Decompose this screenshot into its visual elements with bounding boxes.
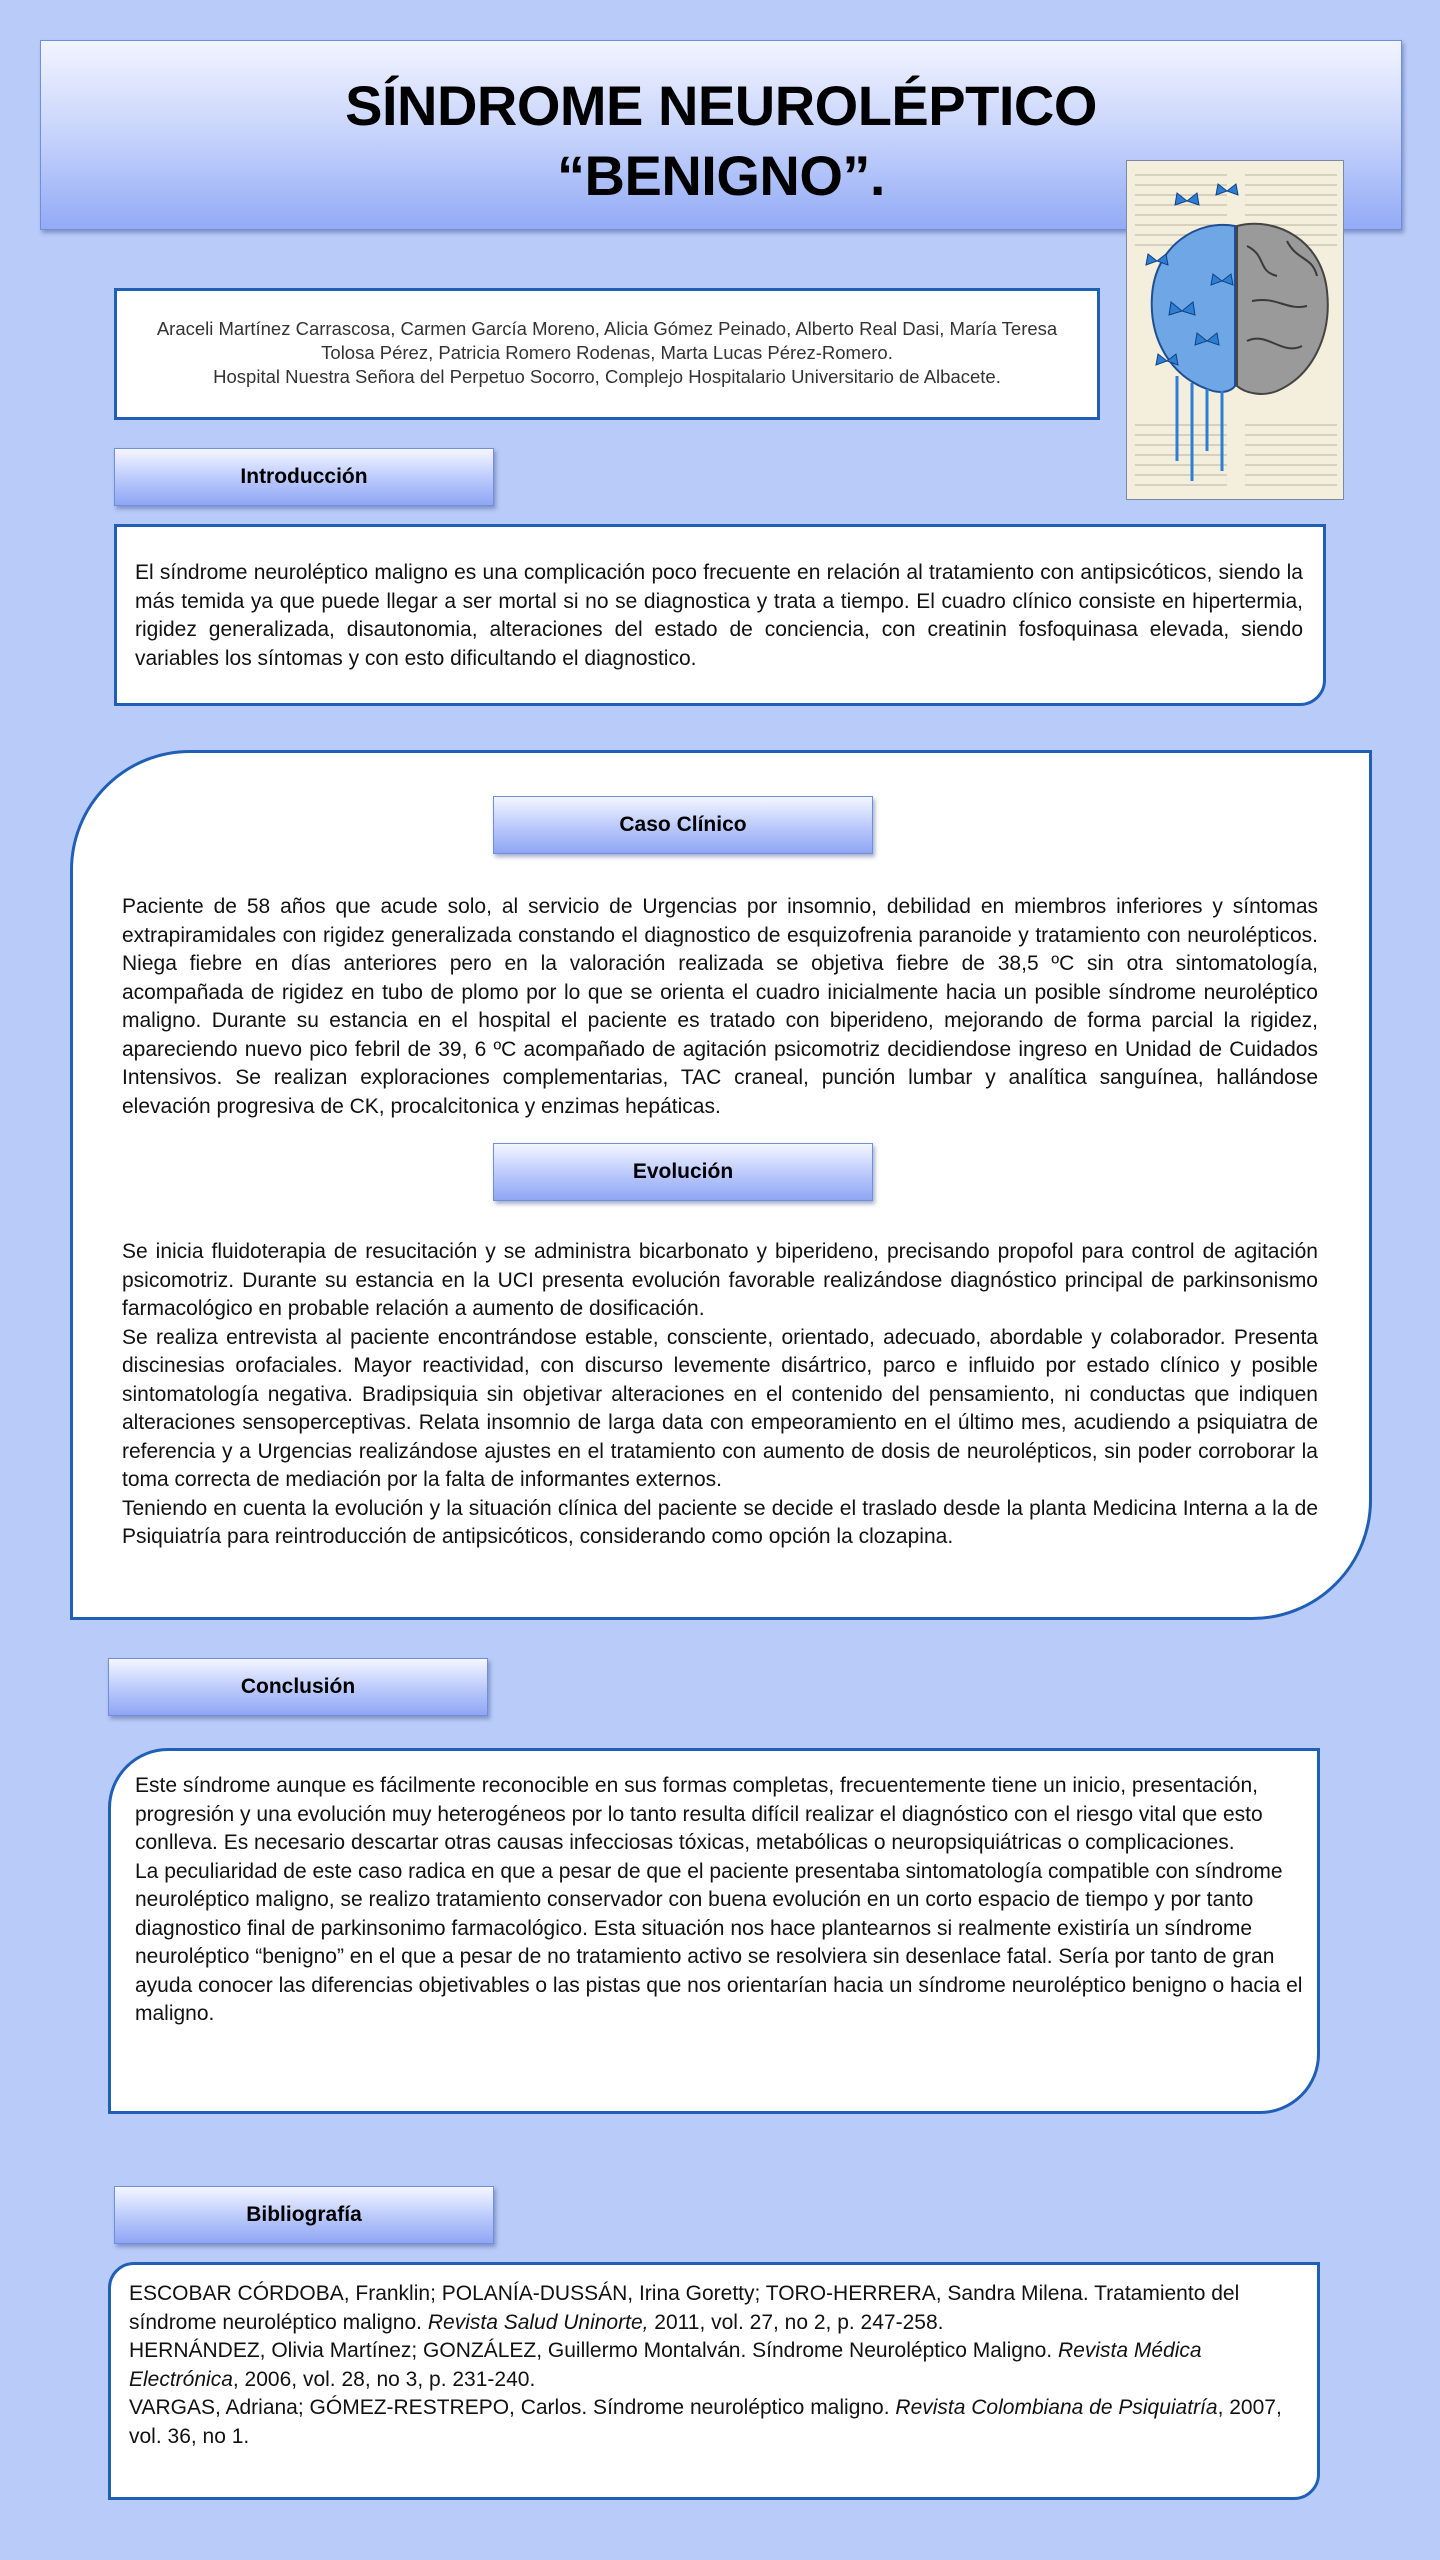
brain-butterflies-illustration <box>1126 160 1344 500</box>
conclusion-text <box>135 1772 1307 2029</box>
bibliografia-box <box>108 2262 1320 2500</box>
caso-clinico-text: Paciente de 58 años que acude solo, al servicio de Urgencias por insomnio, debilidad en miembros inferiores y síntomas extrapiramidales con rigidez generalizada constando el diagnostico de esquizofrenia paranoide y tratamiento con neurolépticos. Niega fiebre en días anteriores pero en la valoración realizada se objetiva fiebre de 38,5 ºC sin otra sintomatología, acompañada de rigidez en tubo de plomo por lo que se orienta el cuadro inicialmente hacia un posible síndrome neuroléptico maligno. Durante su estancia en el hospital el paciente es tratado con biperideno, mejorando de forma parcial la rigidez, apareciendo nuevo pico febril de 39, 6 ºC acompañado de agitación psicomotriz decidiendose ingreso en Unidad de Cuidados Intensivos. Se realizan exploraciones complementarias, TAC craneal, punción lumbar y analítica sanguínea, hallándose elevación progresiva de CK, procalcitonica y enzimas hepáticas. <box>122 895 1318 1118</box>
evolucion-paragraph-2: Se realiza entrevista al paciente encontrándose estable, consciente, orientado, adecuado, abordable y colaborador. Presenta discinesias orofaciales. Mayor reactividad, con discurso levemente disártrico, parco e influido por estado clínico y posible sintomatología negativa. Bradipsiquia sin objetivar alteraciones en el contenido del pensamiento, ni conductas que indiquen alteraciones sensoperceptivas. Relata insomnio de larga data con empeoramiento en el último mes, acudiendo a psiquiatra de referencia y a Urgencias realizándose ajustes en el tratamiento con aumento de dosis de neurolépticos, sin poder corroborar la toma correcta de mediación por la falta de informantes externos. <box>122 1325 1318 1491</box>
reference-3-journal: Revista Colombiana de Psiquiatría <box>895 2396 1218 2419</box>
conclusion-paragraph-2: La peculiaridad de este caso radica en que a pesar de que el paciente presentaba sintomatología compatible con síndrome neuroléptico maligno, se realizo tratamiento conservador con buena evolución en un corto espacio de tiempo y por tanto diagnostico final de parkinsonimo farmacológico. Esta situación nos hace plantearnos si realmente existiría un síndrome neuroléptico “benigno” en el que a pesar de no tratamiento activo se resolviera sin desenlace fatal. Sería por tanto de gran ayuda conocer las diferencias objetivables o las pistas que nos orientarían hacia un síndrome neuroléptico benigno o hacia el maligno. <box>135 1859 1303 2025</box>
reference-1: ESCOBAR CÓRDOBA, Franklin; POLANÍA-DUSSÁN, Irina Goretty; TORO-HERRERA, Sandra Milena. Tratamiento del síndrome neuroléptico maligno. Revista Salud Uninorte, 2011, vol. 27, no 2, p. 247-258. <box>129 2282 1240 2334</box>
introduccion-box <box>114 524 1326 706</box>
conclusion-paragraph-1: Este síndrome aunque es fácilmente reconocible en sus formas completas, frecuentemente tiene un inicio, presentación, progresión y una evolución muy heterogéneos por lo tanto resulta difícil realizar el diagnóstico con el riesgo vital que esto conlleva. Es necesario descartar otras causas infecciosas tóxicas, metabólicas o neuropsiquiátricas o complicaciones. <box>135 1774 1263 1854</box>
caso-clinico-header: Caso Clínico <box>493 796 873 854</box>
reference-2: HERNÁNDEZ, Olivia Martínez; GONZÁLEZ, Guillermo Montalván. Síndrome Neuroléptico Maligno. Revista Médica Electrónica, 2006, vol. 28, no 3, p. 231-240. <box>129 2339 1202 2391</box>
bibliografia-text <box>129 2280 1307 2451</box>
evolucion-paragraph-3: Teniendo en cuenta la evolución y la situación clínica del paciente se decide el traslado desde la planta Medicina Interna a la de Psiquiatría para reintroducción de antipsicóticos, considerando como opción la clozapina. <box>122 1496 1318 1548</box>
introduccion-header: Introducción <box>114 448 494 506</box>
evolucion-paragraph-1: Se inicia fluidoterapia de resucitación y se administra bicarbonato y biperideno, precisando propofol para control de agitación psicomotriz. Durante su estancia en la UCI presenta evolución favorable realizándose diagnóstico principal de parkinsonismo farmacológico en probable relación a aumento de dosificación. <box>122 1240 1318 1320</box>
authors-box <box>114 288 1100 420</box>
conclusion-box <box>108 1748 1320 2114</box>
authors-line-2: Tolosa Pérez, Patricia Romero Rodenas, Marta Lucas Pérez-Romero. <box>321 342 893 363</box>
evolucion-text <box>122 1238 1318 1552</box>
bibliografia-header: Bibliografía <box>114 2186 494 2244</box>
reference-2-journal: Revista Médica Electrónica <box>129 2339 1202 2391</box>
reference-3: VARGAS, Adriana; GÓMEZ-RESTREPO, Carlos. Síndrome neuroléptico maligno. Revista Colombiana de Psiquiatría, 2007, vol. 36, no 1. <box>129 2396 1282 2448</box>
affiliation-line: Hospital Nuestra Señora del Perpetuo Socorro, Complejo Hospitalario Universitario de Albacete. <box>213 366 1001 387</box>
conclusion-header: Conclusión <box>108 1658 488 1716</box>
evolucion-header: Evolución <box>493 1143 873 1201</box>
authors-line-1: Araceli Martínez Carrascosa, Carmen García Moreno, Alicia Gómez Peinado, Alberto Real Dasi, María Teresa <box>156 318 1058 339</box>
poster-title-line-2: “BENIGNO”. <box>557 144 885 207</box>
reference-1-journal: Revista Salud Uninorte, <box>427 2310 649 2334</box>
poster-title-line-1: SÍNDROME NEUROLÉPTICO <box>345 74 1097 137</box>
introduccion-text: El síndrome neuroléptico maligno es una complicación poco frecuente en relación al tratamiento con antipsicóticos, siendo la más temida ya que puede llegar a ser mortal si no se diagnostica y trata a tiempo. El cuadro clínico consiste en hipertermia, rigidez generalizada, disautonomia, alteraciones del estado de conciencia, con creatinin fosfoquinasa elevada, siendo variables los síntomas y con esto dificultando el diagnostico. <box>135 561 1303 670</box>
